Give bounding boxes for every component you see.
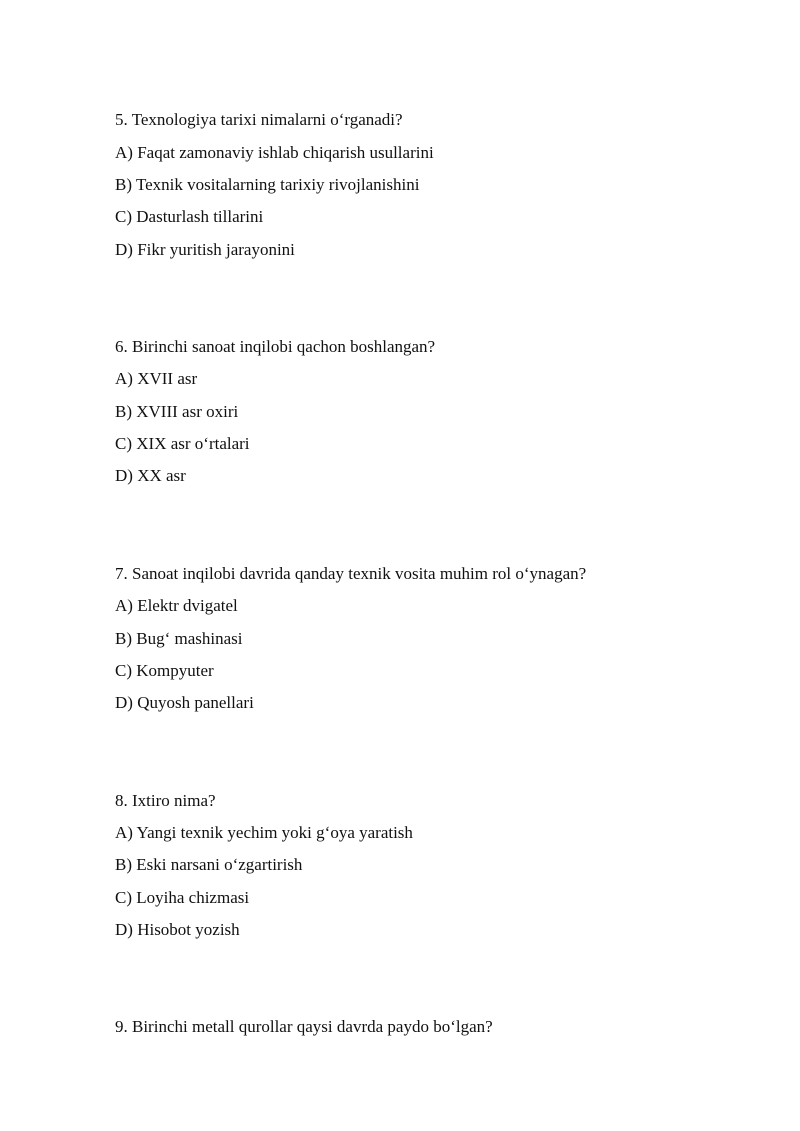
question-8-option-d: D) Hisobot yozish: [115, 920, 240, 939]
question-5-option-b: B) Texnik vositalarning tarixiy rivojlanishini: [115, 175, 420, 194]
question-6-option-c: C) XIX asr o‘rtalari: [115, 434, 250, 453]
question-8-option-b: B) Eski narsani o‘zgartirish: [115, 855, 303, 874]
question-5-text: 5. Texnologiya tarixi nimalarni o‘rganadi?: [115, 110, 403, 129]
question-6-option-b: B) XVIII asr oxiri: [115, 402, 239, 421]
question-7-option-a: A) Elektr dvigatel: [115, 596, 238, 615]
question-5-option-c: C) Dasturlash tillarini: [115, 207, 264, 226]
question-9-text: 9. Birinchi metall qurollar qaysi davrda paydo bo‘lgan?: [115, 1017, 493, 1036]
question-8-option-c: C) Loyiha chizmasi: [115, 888, 250, 907]
question-7-option-c: C) Kompyuter: [115, 661, 214, 680]
question-7-option-b: B) Bug‘ mashinasi: [115, 629, 243, 648]
question-5-option-a: A) Faqat zamonaviy ishlab chiqarish usullarini: [115, 143, 434, 162]
question-8-text: 8. Ixtiro nima?: [115, 791, 216, 810]
question-6-text: 6. Birinchi sanoat inqilobi qachon boshlangan?: [115, 337, 436, 356]
question-5-option-d: D) Fikr yuritish jarayonini: [115, 240, 295, 259]
question-8-option-a: A) Yangi texnik yechim yoki g‘oya yaratish: [115, 823, 413, 842]
question-7-text: 7. Sanoat inqilobi davrida qanday texnik vosita muhim rol o‘ynagan?: [115, 564, 587, 583]
question-6-option-d: D) XX asr: [115, 466, 186, 485]
question-6-option-a: A) XVII asr: [115, 369, 198, 388]
question-7-option-d: D) Quyosh panellari: [115, 693, 254, 712]
